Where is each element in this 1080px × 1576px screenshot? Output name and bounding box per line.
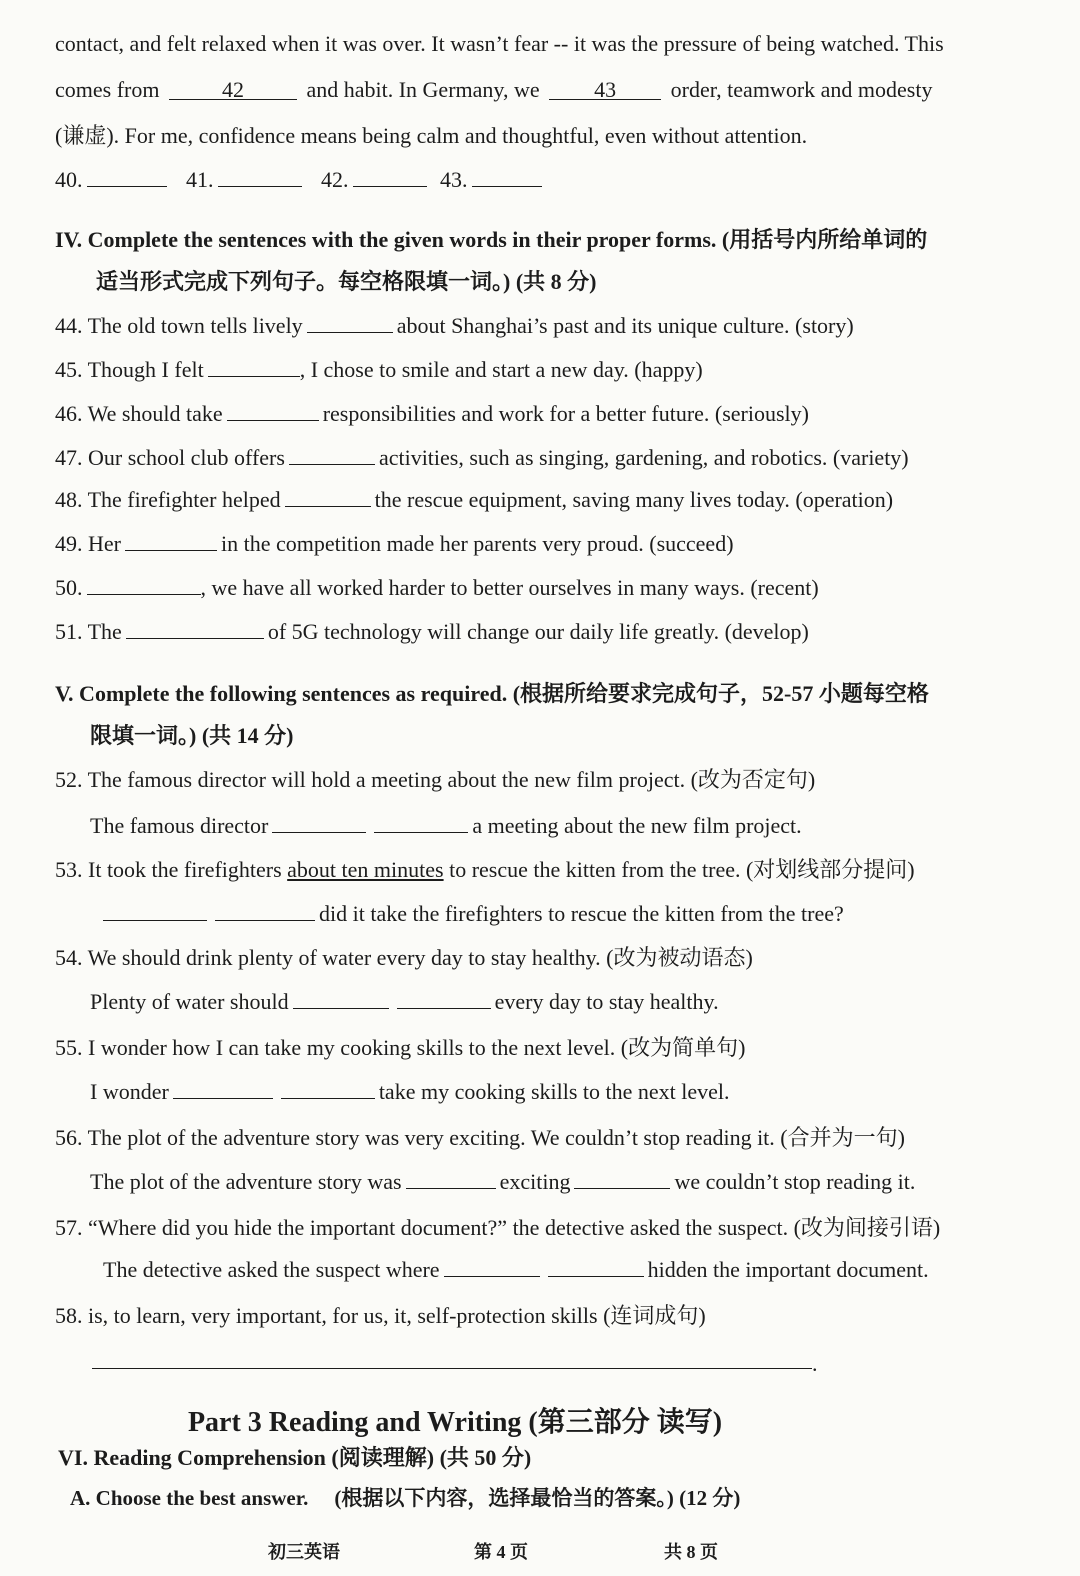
question-text: activities, such as singing, gardening, and robotics. (variety) [378,445,909,470]
question-53 [55,856,915,884]
answer-blank-43[interactable] [472,168,542,187]
answer-text: hidden the important document. [647,1257,929,1282]
answer-blank-40[interactable] [87,168,167,187]
answer-blank-51[interactable] [126,620,264,639]
section-5-subtitle: 限填一词。) (共 14 分) [90,723,294,748]
answer-55 [90,1078,730,1106]
answer-text: I wonder [90,1079,169,1104]
answer-blank-52b[interactable] [374,814,468,833]
answer-blank-56a[interactable] [406,1170,496,1189]
question-text: 50. [55,575,83,600]
passage-text: comes from [55,77,160,102]
question-text: 46. We should take [55,401,223,426]
answer-56 [90,1168,915,1196]
question-47 [55,444,909,472]
footer-page-number: 第 4 页 [474,1542,528,1562]
answer-blank-54b[interactable] [397,990,491,1009]
passage-text: order, teamwork and modesty [670,77,933,102]
section-6-title: VI. Reading Comprehension (阅读理解) (共 50 分) [58,1445,532,1470]
answer-58-period: . [812,1351,818,1376]
question-54: 54. We should drink plenty of water every day to stay healthy. (改为被动语态) [55,945,753,970]
question-58: 58. is, to learn, very important, for us, it, self-protection skills (连词成句) [55,1303,706,1328]
answer-blank-42[interactable] [353,168,427,187]
passage-text: (谦虚). For me, confidence means being calm and thoughtful, even without attention. [55,123,808,148]
answer-blank-55a[interactable] [173,1080,273,1099]
question-text: 47. Our school club offers [55,445,285,470]
answer-blank-57a[interactable] [444,1258,540,1277]
answer-53 [103,900,844,928]
answer-label: 40. [55,167,83,192]
question-55: 55. I wonder how I can take my cooking skills to the next level. (改为简单句) [55,1035,746,1060]
passage-line-2 [55,76,932,104]
question-text: about Shanghai’s past and its unique culture. (story) [396,313,854,338]
answer-text: exciting [499,1169,571,1194]
question-50 [55,574,819,602]
passage-line-1 [55,30,944,58]
question-57: 57. “Where did you hide the important document?” the detective asked the suspect. (改为间接引语) [55,1215,941,1240]
answer-blank-57b[interactable] [548,1258,644,1277]
answer-blank-56b[interactable] [574,1170,670,1189]
answer-row [55,166,546,194]
question-51 [55,618,809,646]
answer-blank-53b[interactable] [215,902,315,921]
section-a-instruction: (根据以下内容，选择最恰当的答案。) (12 分) [334,1486,741,1510]
section-5-title: V. Complete the following sentences as required. (根据所给要求完成句子，52-57 小题每空格 [55,681,929,706]
answer-blank-49[interactable] [125,532,217,551]
answer-blank-53a[interactable] [103,902,207,921]
section-4-subtitle: 适当形式完成下列句子。每空格限填一词。) (共 8 分) [96,269,597,294]
question-52: 52. The famous director will hold a meeting about the new film project. (改为否定句) [55,767,816,792]
passage-text: contact, and felt relaxed when it was over. It wasn’t fear -- it was the pressure of being watched. This [55,31,944,56]
question-44 [55,312,854,340]
question-text: 51. The [55,619,122,644]
answer-label: 43. [440,167,468,192]
answer-57 [103,1256,929,1284]
answer-blank-41[interactable] [218,168,302,187]
answer-blank-48[interactable] [285,488,371,507]
question-text: , we have all worked harder to better ourselves in many ways. (recent) [200,575,819,600]
answer-text: take my cooking skills to the next level. [378,1079,730,1104]
answer-label: 42. [321,167,349,192]
passage-text: and habit. In Germany, we [306,77,540,102]
passage-line-3 [55,122,807,150]
answer-text: Plenty of water should [90,989,289,1014]
question-text: the rescue equipment, saving many lives today. (operation) [374,487,894,512]
answer-blank-54a[interactable] [293,990,389,1009]
question-49 [55,530,734,558]
answer-54 [90,988,719,1016]
answer-blank-52a[interactable] [272,814,366,833]
answer-blank-47[interactable] [289,446,375,465]
question-48 [55,486,893,514]
answer-text: did it take the firefighters to rescue the kitten from the tree? [319,901,844,926]
blank-number: 42 [221,77,244,102]
answer-52 [90,812,802,840]
question-text: responsibilities and work for a better future. (seriously) [322,401,809,426]
question-45 [55,356,703,384]
answer-blank-46[interactable] [227,402,319,421]
footer-total-pages: 共 8 页 [664,1542,718,1562]
blank-43[interactable] [549,77,661,102]
question-text: to rescue the kitten from the tree. (对划线部分提问) [449,857,915,882]
answer-text: The detective asked the suspect where [103,1257,440,1282]
part-3-title: Part 3 Reading and Writing (第三部分 读写) [187,1407,723,1438]
answer-text: The famous director [90,813,269,838]
question-46 [55,400,809,428]
question-text: in the competition made her parents very proud. (succeed) [220,531,734,556]
blank-number: 43 [594,77,617,102]
answer-label: 41. [186,167,214,192]
answer-blank-45[interactable] [208,358,300,377]
question-text: , I chose to smile and start a new day. (happy) [299,357,703,382]
footer-subject: 初三英语 [268,1542,340,1562]
answer-blank-44[interactable] [307,314,393,333]
question-56: 56. The plot of the adventure story was very exciting. We couldn’t stop reading it. (合并为一句) [55,1125,905,1150]
answer-text: every day to stay healthy. [494,989,719,1014]
section-4-title: IV. Complete the sentences with the given words in their proper forms. (用括号内所给单词的 [55,227,928,252]
answer-text: a meeting about the new film project. [472,813,802,838]
section-a-label: A. Choose the best answer. [70,1486,309,1510]
blank-42[interactable] [169,77,297,102]
answer-text: we couldn’t stop reading it. [674,1169,916,1194]
question-text: of 5G technology will change our daily life greatly. (develop) [267,619,809,644]
section-a-title [70,1484,740,1512]
underlined-phrase: about ten minutes [287,857,444,882]
question-text: 48. The firefighter helped [55,487,281,512]
answer-line-58[interactable] [92,1368,812,1369]
answer-blank-55b[interactable] [281,1080,375,1099]
answer-text: The plot of the adventure story was [90,1169,402,1194]
question-text: 49. Her [55,531,121,556]
question-text: 45. Though I felt [55,357,204,382]
question-text: 44. The old town tells lively [55,313,303,338]
question-text: 53. It took the firefighters [55,857,282,882]
answer-blank-50[interactable] [87,576,201,595]
